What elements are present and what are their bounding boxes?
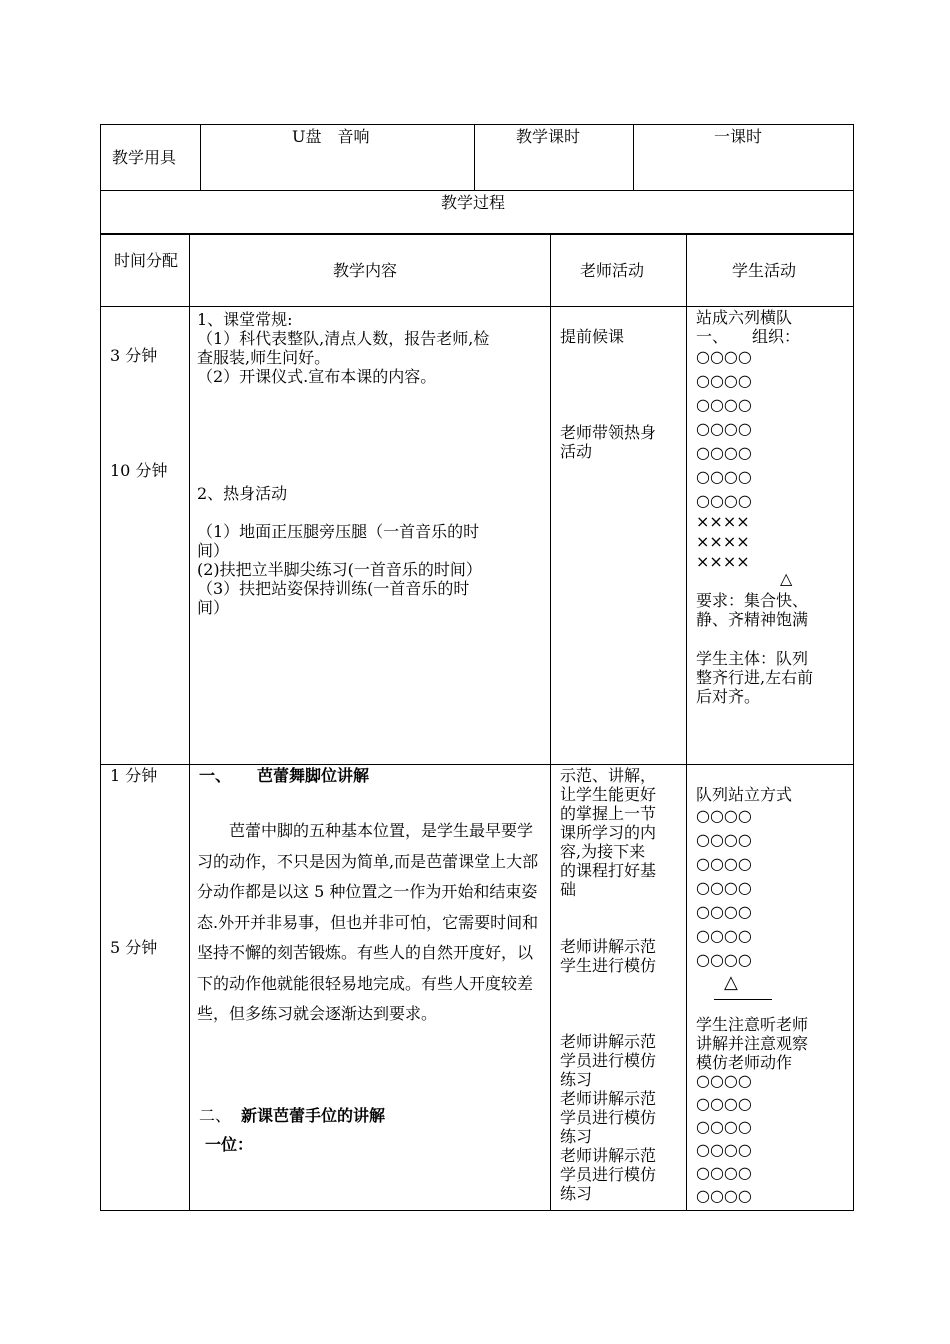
row1-warmup-title: 2、热身活动 xyxy=(197,484,288,503)
row1-circle-formation: ○○○○ ○○○○ ○○○○ ○○○○ ○○○○ ○○○○ ○○○○ xyxy=(696,347,752,510)
content-header: 教学内容 xyxy=(333,261,398,280)
row2-teacher-triangle-icon: △ xyxy=(724,972,738,993)
row1-time-1: 3 分钟 xyxy=(110,346,158,365)
teaching-tools-label: 教学用具 xyxy=(112,148,177,167)
time-col-divider xyxy=(189,234,190,1211)
time-header: 时间分配 xyxy=(113,251,178,270)
row1-teacher-activity-1: 提前候课 xyxy=(560,327,625,346)
teacher-header: 老师活动 xyxy=(580,261,645,280)
row2-teacher-activity-2: 老师讲解示范 学生进行模仿 xyxy=(560,937,657,975)
row1-content-routine: 1、课堂常规: （1）科代表整队,清点人数，报告老师,检 查服装,师生问好。 （2）开课仪式.宣布本课的内容。 xyxy=(197,310,490,386)
table1-divider xyxy=(100,190,854,191)
class-hours-value: 一课时 xyxy=(714,127,763,146)
row2-time-1: 1 分钟 xyxy=(110,766,158,785)
row1-requirement: 要求：集合快、 静、齐精神饱满 xyxy=(696,591,809,629)
row2-ballet-paragraph: 芭蕾中脚的五种基本位置，是学生最早要学习的动作，不只是因为简单,而是芭蕾课堂上大部分动作都是以这 5 种位置之一作为开始和结束姿态.外开并非易事，但也并非可怕，它需要时间和坚持不懈的刻苦锻炼。有些人的自然开度好，以下的动作他就能很轻易地完成。有些人开度较差些，但多练习就会逐渐达到要求。 xyxy=(197,821,539,1023)
row2-student-note: 学生注意听老师 讲解并注意观察 模仿老师动作 xyxy=(696,1015,809,1072)
row2-section2-number: 二、 xyxy=(199,1106,232,1125)
row2-section2-title: 新课芭蕾手位的讲解 xyxy=(241,1106,386,1125)
student-header: 学生活动 xyxy=(732,261,797,280)
header-row-divider xyxy=(100,306,854,307)
row1-teacher-activity-2: 老师带领热身 活动 xyxy=(560,423,657,461)
row1-warmup-items: （1）地面正压腿旁压腿（一首音乐的时 间） (2)扶把立半脚尖练习(一首音乐的时间） （3）扶把站姿保持训练(一首音乐的时 间） xyxy=(197,522,482,617)
row2-student-title: 队列站立方式 xyxy=(696,785,793,804)
row1-divider xyxy=(100,764,854,765)
table1-col1-divider xyxy=(200,124,201,190)
teacher-col-divider xyxy=(686,234,687,1211)
teaching-tools-value: U盘 音响 xyxy=(292,127,370,146)
row2-section1-number: 一、 xyxy=(199,766,232,785)
row2-teacher-activity-1: 示范、讲解， 让学生能更好 的掌握上一节 课所学习的内 容,为接下来 的课程打好基 础 xyxy=(560,766,657,899)
row2-position-one: 一位： xyxy=(205,1135,254,1154)
table1-col3-divider xyxy=(633,124,634,190)
row2-triangle-underline xyxy=(714,999,772,1000)
row2-circle-formation-1: ○○○○ ○○○○ ○○○○ ○○○○ ○○○○ ○○○○ ○○○○ xyxy=(696,806,752,969)
row2-time-2: 5 分钟 xyxy=(110,938,158,957)
teaching-process-title: 教学过程 xyxy=(441,193,506,212)
table1-col2-divider xyxy=(474,124,475,190)
row2-teacher-activity-3: 老师讲解示范 学员进行模仿 练习 老师讲解示范 学员进行模仿 练习 老师讲解示范 学员进行模仿 练习 xyxy=(560,1032,657,1203)
row1-teacher-triangle-icon: △ xyxy=(780,569,793,588)
class-hours-label: 教学课时 xyxy=(516,127,581,146)
row2-section1-title: 芭蕾舞脚位讲解 xyxy=(257,766,370,785)
row2-circle-formation-2: ○○○○ ○○○○ ○○○○ ○○○○ ○○○○ ○○○○ xyxy=(696,1071,752,1205)
content-col-divider xyxy=(550,234,551,1211)
row1-student-subject: 学生主体：队列 整齐行进,左右前 后对齐。 xyxy=(696,649,814,706)
row1-student-formation: 站成六列横队 一、 组织： xyxy=(696,308,801,346)
row1-time-2: 10 分钟 xyxy=(110,461,168,480)
row1-cross-formation: ×××× ×××× ×××× xyxy=(696,512,750,571)
